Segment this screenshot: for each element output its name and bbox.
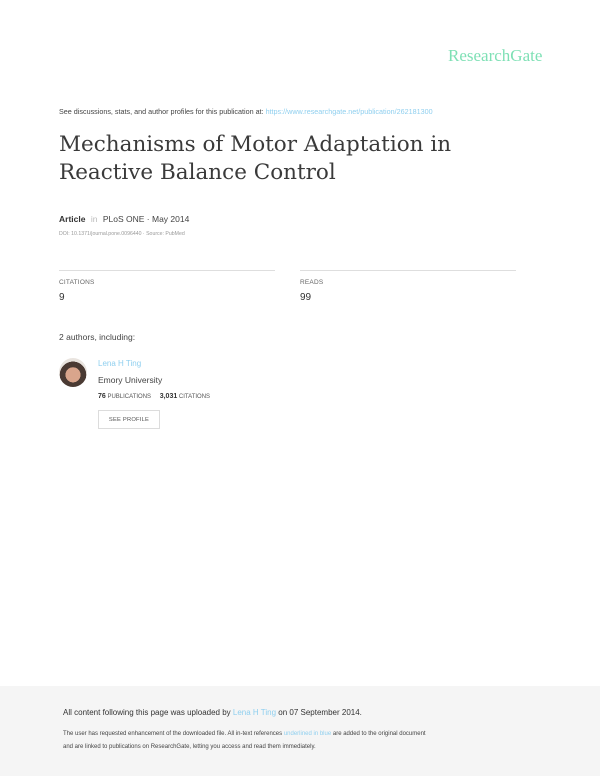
reads-stat: [300, 270, 516, 303]
publication-meta: [59, 214, 189, 224]
upload-prefix: All content following this page was uploaded by: [63, 708, 231, 717]
footer-notice: [0, 686, 600, 776]
upload-notice: [63, 708, 362, 717]
journal-name: PLoS ONE: [102, 214, 145, 224]
citations-stat: [59, 270, 275, 303]
see-profile-button[interactable]: SEE PROFILE: [98, 410, 160, 429]
in-label: in: [90, 214, 98, 224]
enhancement-notice: [63, 731, 426, 737]
researchgate-logo[interactable]: ResearchGate: [448, 46, 543, 65]
author-citations-count: 3,031: [159, 393, 178, 400]
publication-title: Mechanisms of Motor Adaptation in Reactive Balance Control: [59, 132, 452, 185]
enhancement-prefix: The user has requested enhancement of the downloaded file. All in-text references: [63, 731, 283, 737]
upload-suffix: on 07 September 2014.: [278, 708, 362, 717]
reads-value: 99: [300, 292, 312, 303]
underlined-in-blue-text: underlined in blue: [283, 731, 332, 737]
doi-source-line: DOI: 10.1371/journal.pone.0096440 · Source: PubMed: [59, 231, 185, 237]
citations-value: 9: [59, 292, 65, 303]
publication-url-link[interactable]: https://www.researchgate.net/publication/262181300: [265, 107, 433, 116]
publication-type: Article: [59, 214, 86, 224]
linked-publications-notice: and are linked to publications on ResearchGate, letting you access and read them immediately.: [63, 744, 316, 750]
enhancement-suffix: are added to the original document: [332, 731, 426, 737]
authors-heading: 2 authors, including:: [59, 332, 136, 342]
publication-date: · May 2014: [146, 214, 190, 224]
discussion-text: See discussions, stats, and author profiles for this publication at:: [59, 107, 264, 116]
citations-label: CITATIONS: [59, 279, 95, 286]
author-institution: Emory University: [98, 375, 163, 385]
discussion-notice: [59, 107, 433, 116]
author-stats: [98, 393, 210, 400]
author-avatar[interactable]: [59, 358, 87, 387]
uploader-link[interactable]: Lena H Ting: [232, 708, 277, 717]
reads-label: READS: [300, 279, 324, 286]
author-publications-label: PUBLICATIONS: [107, 394, 152, 400]
author-publications-count: 76: [98, 393, 106, 400]
author-citations-label: CITATIONS: [178, 394, 211, 400]
author-name-link[interactable]: Lena H Ting: [98, 359, 142, 368]
